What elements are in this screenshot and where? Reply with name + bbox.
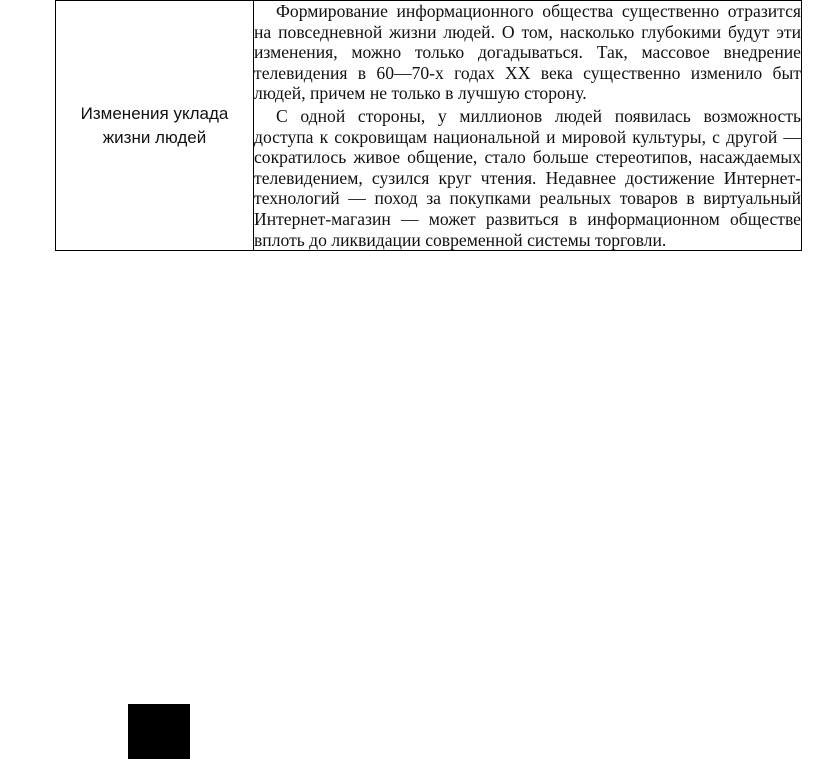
description-paragraph-1: Формирование информационного общества существенно отразится на повседневной жизни людей. О том, насколько глубокими будут эти изменения, можно только догадываться. Так, массовое внедрение телевидения в 60—70-х годах XX века существенно изменило быт людей, причем не только в лучшую сторону. — [254, 1, 801, 104]
black-block — [128, 704, 190, 759]
content-table — [55, 0, 802, 251]
description-cell — [254, 1, 802, 251]
description-paragraph-2: С одной стороны, у миллионов людей появилась возможность доступа к сокровищам национальной и мировой культуры, с другой — сократилось живое общение, стало больше стереотипов, насаждаемых телевидением, сузился круг чтения. Недавнее достижение Интернет-технологий — поход за покупками реальных товаров в виртуальный Интернет-магазин — может развиться в информационном обществе вплоть до ликвидации современной системы торговли. — [254, 105, 801, 250]
term-label: Изменения уклада жизни людей — [80, 103, 229, 147]
term-cell — [56, 1, 254, 251]
table-row — [56, 1, 802, 251]
